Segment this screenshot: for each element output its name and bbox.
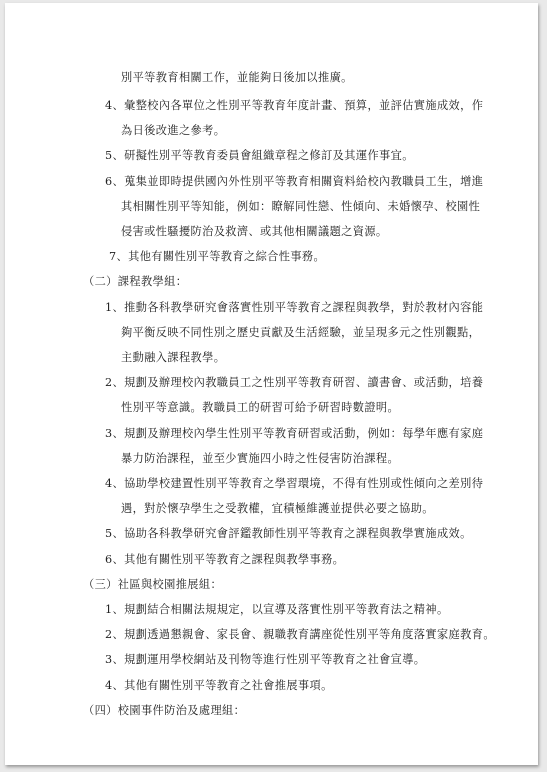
text-line: 夠平衡反映不同性別之歷史貢獻及生活經驗，並呈現多元之性別觀點， — [121, 326, 481, 339]
text-line: 1、規劃結合相關法規規定，以宣導及落實性別平等教育法之精神。 — [105, 603, 449, 616]
text-line: 4、協助學校建置性別平等教育之學習環境，不得有性別或性傾向之差別待 — [105, 477, 484, 490]
text-line: 暴力防治課程，並至少實施四小時之性侵害防治課程。 — [121, 452, 400, 465]
text-line: 4、其他有關性別平等教育之社會推展事項。 — [105, 679, 333, 692]
text-line: 6、其他有關性別平等教育之課程與教學事務。 — [105, 553, 345, 566]
text-line: 侵害或性騷擾防治及救濟、或其他相關議題之資源。 — [121, 225, 388, 238]
text-line: 7、其他有關性別平等教育之綜合性事務。 — [109, 250, 326, 263]
text-line: 4、彙整校內各單位之性別平等教育年度計畫、預算，並評估實施成效，作 — [105, 99, 484, 112]
text-line: 6、蒐集並即時提供國內外性別平等教育相關資料給校內教職員工生，增進 — [105, 175, 484, 188]
text-line: 2、規劃透過懇親會、家長會、親職教育講座從性別平等角度落實家庭教育。 — [105, 628, 495, 641]
section-heading: （三）社區與校園推展組： — [83, 578, 223, 591]
text-line: 其相關性別平等知能，例如：瞭解同性戀、性傾向、未婚懷孕、校園性 — [121, 200, 481, 213]
text-line: 遇，對於懷孕學生之受教權，宜積極維護並提供必要之協助。 — [121, 502, 434, 515]
text-line: 3、規劃運用學校網站及刊物等進行性別平等教育之社會宣導。 — [105, 653, 426, 666]
text-line: 3、規劃及辦理校內學生性別平等教育研習或活動，例如：每學年應有家庭 — [105, 427, 484, 440]
text-line: 主動融入課程教學。 — [121, 351, 226, 364]
text-line: 性別平等意識。教職員工的研習可給予研習時數證明。 — [121, 401, 400, 414]
section-heading: （四）校園事件防治及處理組： — [83, 704, 246, 717]
text-line: 5、協助各科教學研究會評鑑教師性別平等教育之課程與教學實施成效。 — [105, 527, 472, 540]
document-page — [5, 3, 538, 765]
text-line: 5、研擬性別平等教育委員會組織章程之修訂及其運作事宜。 — [105, 149, 414, 162]
text-line: 為日後改進之參考。 — [121, 124, 226, 137]
text-line: 1、推動各科教學研究會落實性別平等教育之課程與教學，對於教材內容能 — [105, 301, 484, 314]
section-heading: （二）課程教學組： — [83, 275, 188, 288]
text-line: 別平等教育相關工作，並能夠日後加以推廣。 — [121, 71, 353, 84]
text-line: 2、規劃及辦理校內教職員工之性別平等教育研習、讀書會、或活動，培養 — [105, 376, 484, 389]
